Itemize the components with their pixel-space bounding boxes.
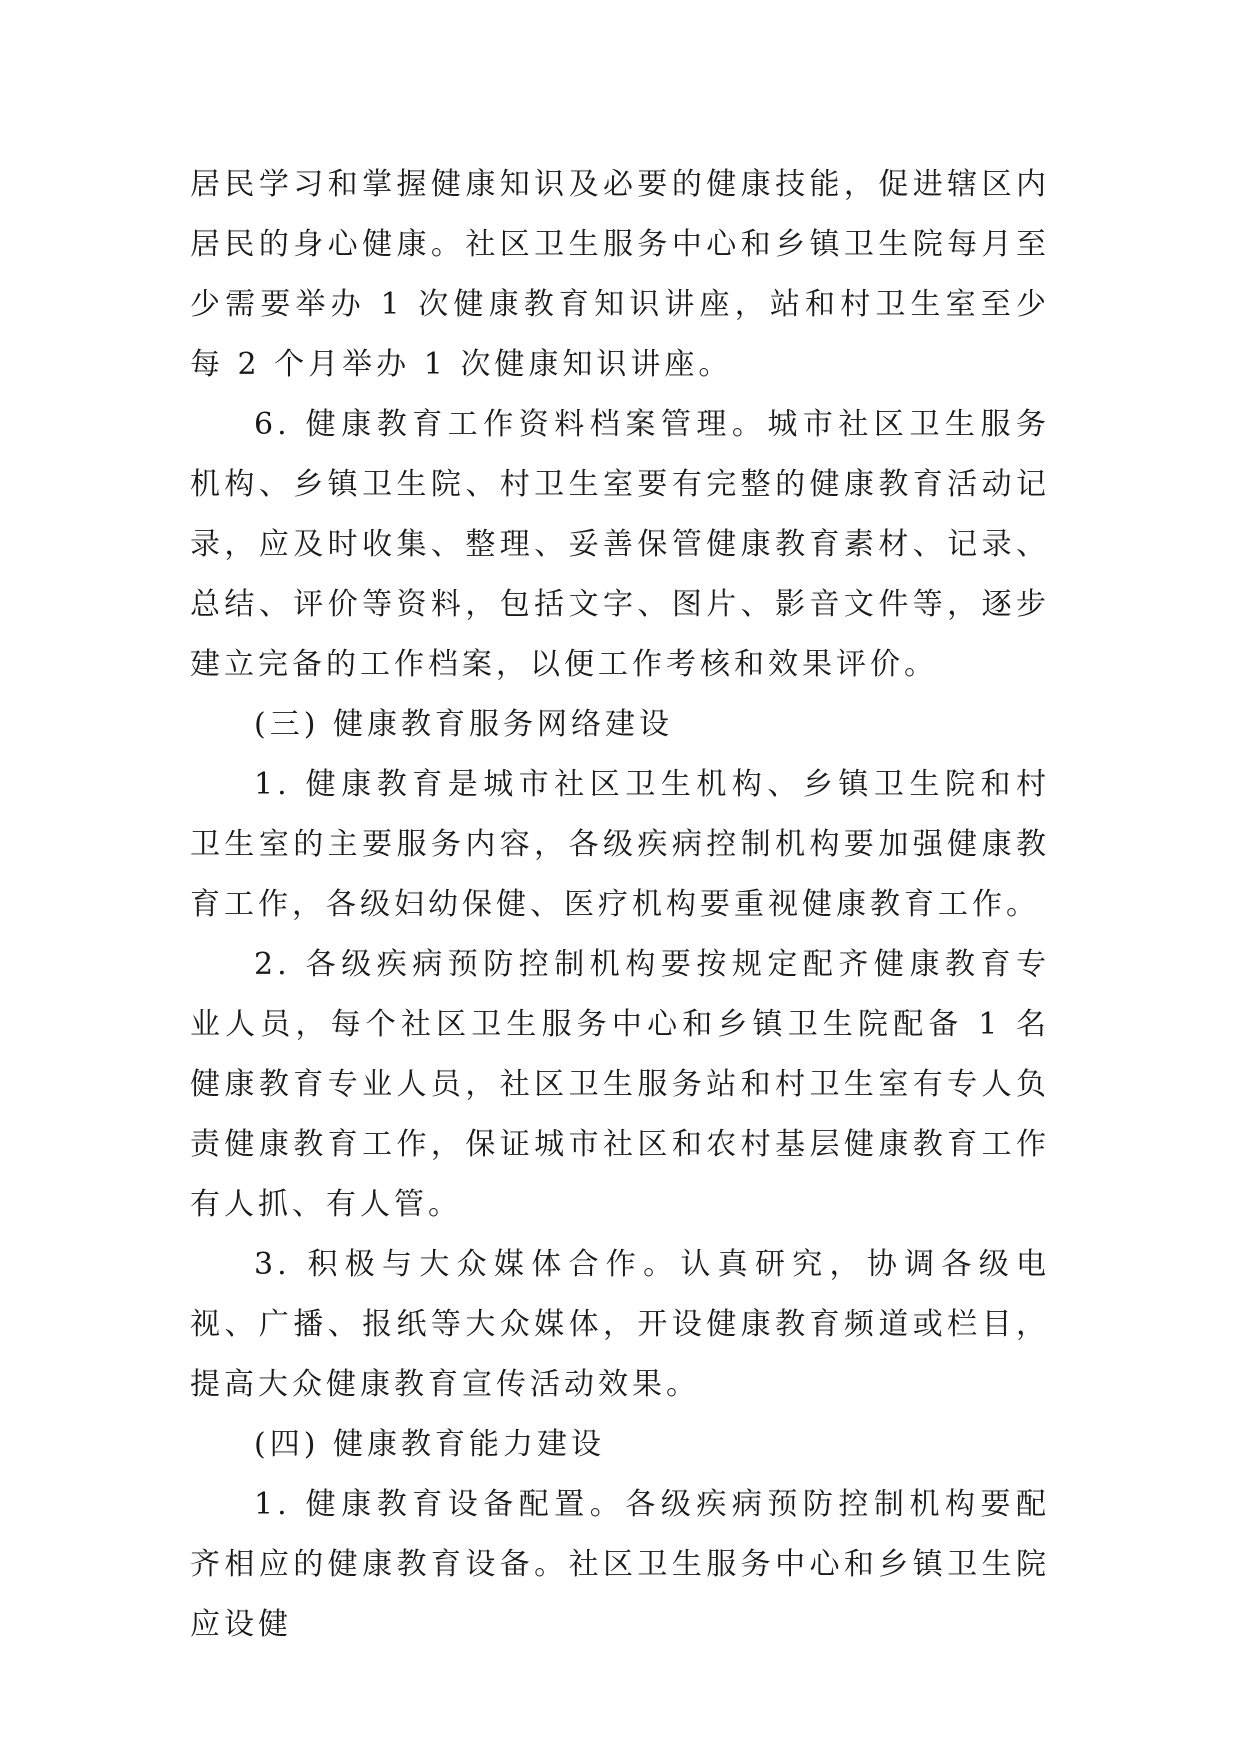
paragraph-item-1: 1. 健康教育是城市社区卫生机构、乡镇卫生院和村卫生室的主要服务内容，各级疾病控制机构要加强健康教育工作，各级妇幼保健、医疗机构要重视健康教育工作。 (190, 767, 1050, 922)
paragraph-item-1-equipment: 1. 健康教育设备配置。各级疾病预防控制机构要配齐相应的健康教育设备。社区卫生服务中心和乡镇卫生院应设健 (190, 1487, 1050, 1642)
paragraph-item-3: 3. 积极与大众媒体合作。认真研究，协调各级电视、广播、报纸等大众媒体，开设健康教育频道或栏目，提高大众健康教育宣传活动效果。 (190, 1247, 1050, 1402)
section-heading-3: (三) 健康教育服务网络建设 (254, 707, 673, 742)
document-page (190, 155, 1050, 1655)
paragraph-continuation: 居民学习和掌握健康知识及必要的健康技能，促进辖区内居民的身心健康。社区卫生服务中心和乡镇卫生院每月至少需要举办 1 次健康教育知识讲座，站和村卫生室至少每 2 个月举办 1 次健康知识讲座。 (190, 167, 1050, 382)
section-heading-4: (四) 健康教育能力建设 (254, 1427, 605, 1462)
paragraph-item-6: 6. 健康教育工作资料档案管理。城市社区卫生服务机构、乡镇卫生院、村卫生室要有完整的健康教育活动记录，应及时收集、整理、妥善保管健康教育素材、记录、总结、评价等资料，包括文字、图片、影音文件等，逐步建立完备的工作档案，以便工作考核和效果评价。 (190, 407, 1050, 682)
paragraph-item-2: 2. 各级疾病预防控制机构要按规定配齐健康教育专业人员，每个社区卫生服务中心和乡镇卫生院配备 1 名健康教育专业人员，社区卫生服务站和村卫生室有专人负责健康教育工作，保证城市社区和农村基层健康教育工作有人抓、有人管。 (190, 947, 1050, 1222)
